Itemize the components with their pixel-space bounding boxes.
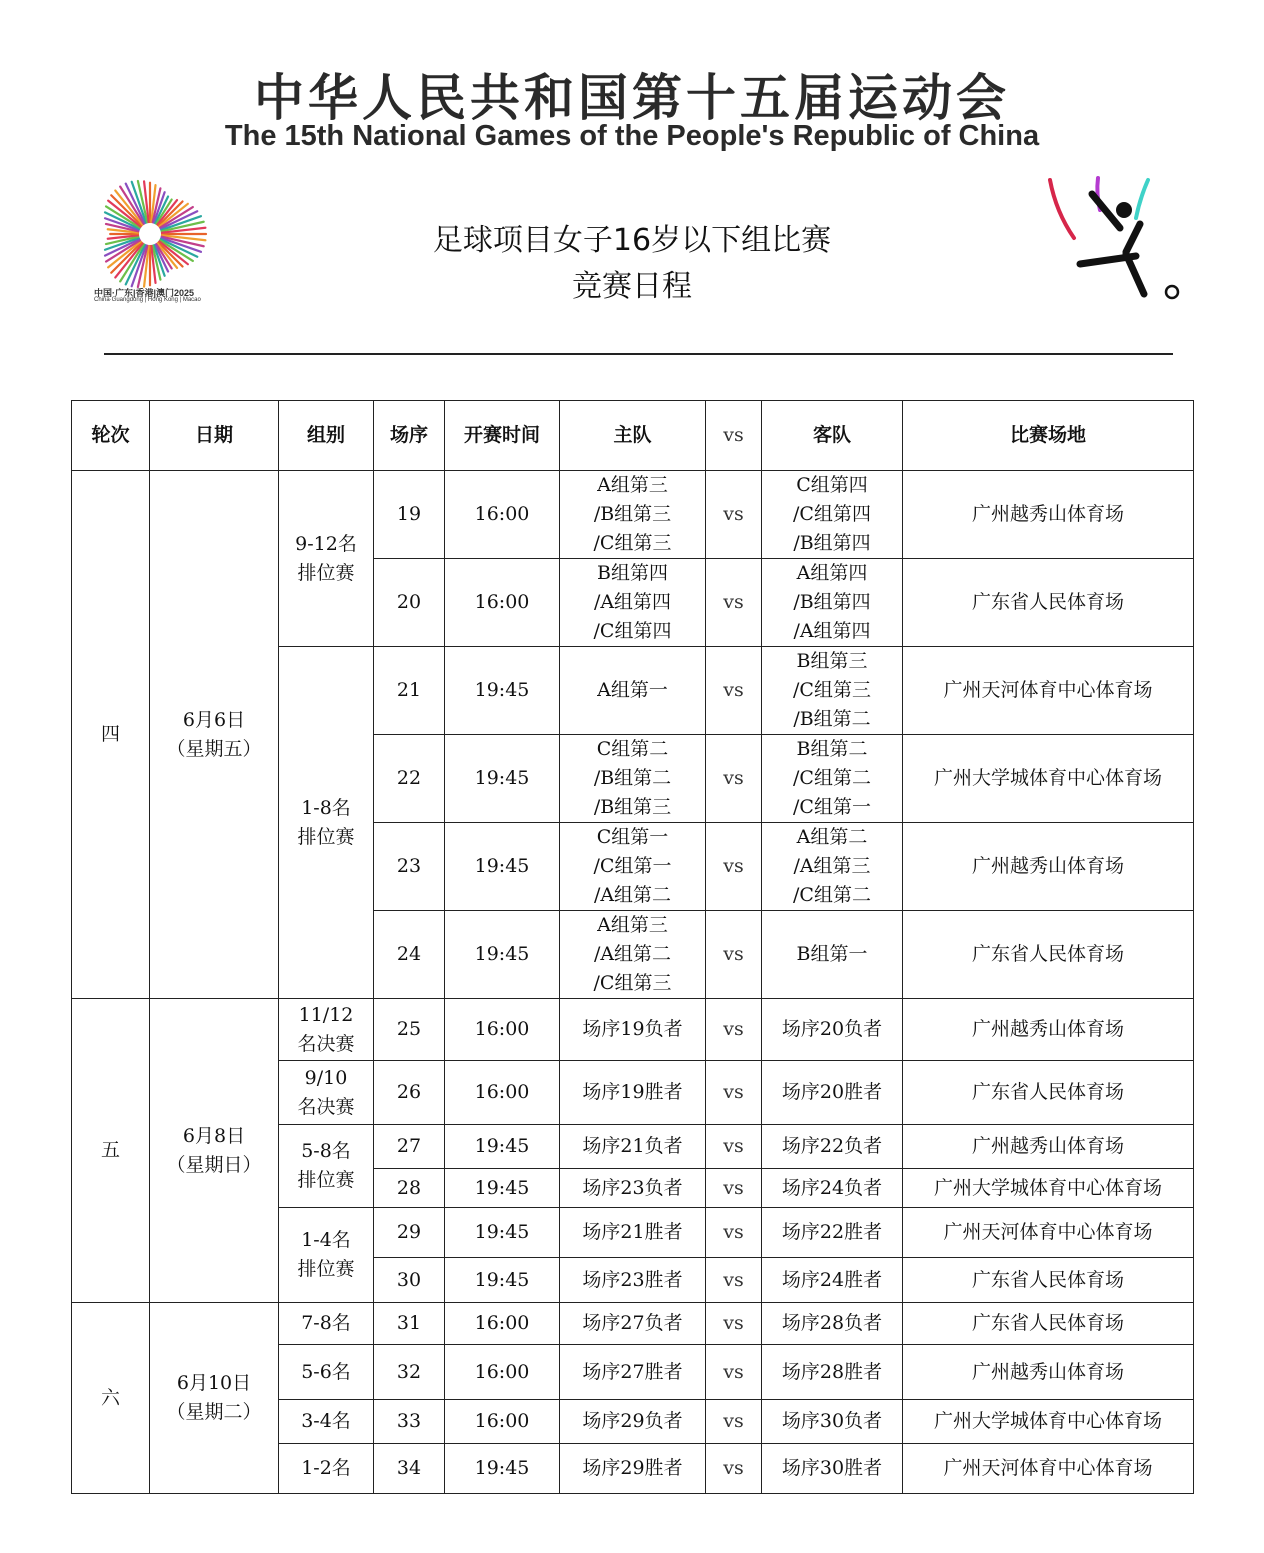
home-team-line: /C组第三 — [593, 532, 672, 554]
date-label: 6月6日 — [182, 708, 246, 731]
round-label: 四 — [100, 723, 120, 745]
vs-label: vs — [706, 1345, 762, 1400]
home-team — [560, 911, 706, 999]
kickoff-time: 19:45 — [445, 1169, 560, 1208]
away-team-line: /C组第四 — [793, 503, 871, 525]
away-team — [762, 1169, 903, 1208]
date-cell — [150, 1303, 279, 1494]
vs-label: vs — [706, 1444, 762, 1494]
table-row — [72, 1303, 1194, 1345]
document-title: 竞赛日程 — [572, 269, 692, 304]
home-team — [560, 1061, 706, 1125]
home-team — [560, 1208, 706, 1258]
group-cell — [279, 647, 374, 999]
kickoff-time: 19:45 — [445, 735, 560, 823]
group-cell — [279, 1303, 374, 1345]
kickoff-time: 16:00 — [445, 999, 560, 1061]
group-cell — [279, 1345, 374, 1400]
group-label: 1-8名 — [301, 796, 351, 819]
away-team-line: /A组第三 — [793, 855, 871, 877]
home-team-line: A组第三 — [597, 914, 668, 936]
vs-label: vs — [706, 1208, 762, 1258]
away-team-line: A组第二 — [796, 826, 868, 848]
away-team-line: C组第四 — [796, 474, 868, 496]
group-label: 排位赛 — [297, 1169, 355, 1191]
venue: 广州越秀山体育场 — [903, 999, 1194, 1061]
group-cell — [279, 1444, 374, 1494]
weekday-label: （星期五） — [166, 737, 262, 760]
match-number: 27 — [374, 1125, 445, 1169]
venue: 广州天河体育中心体育场 — [903, 1444, 1194, 1494]
divider-rule — [104, 353, 1173, 355]
away-team — [762, 1125, 903, 1169]
group-label: 1-2名 — [301, 1457, 351, 1479]
vs-label: vs — [706, 1400, 762, 1444]
kickoff-time: 19:45 — [445, 1444, 560, 1494]
home-team-line: /C组第三 — [593, 972, 672, 994]
away-team-line: 场序24胜者 — [781, 1268, 883, 1291]
away-team — [762, 471, 903, 559]
kickoff-time: 19:45 — [445, 1208, 560, 1258]
venue: 广州天河体育中心体育场 — [903, 647, 1194, 735]
group-label: 排位赛 — [297, 825, 355, 848]
home-team — [560, 559, 706, 647]
round-cell — [72, 1303, 150, 1494]
home-team-line: B组第四 — [597, 562, 668, 584]
away-team — [762, 1444, 903, 1494]
home-team — [560, 1345, 706, 1400]
home-team-line: /A组第二 — [593, 943, 672, 965]
home-team-line: /C组第四 — [593, 620, 672, 642]
home-team-line: /A组第四 — [593, 591, 672, 613]
date-cell — [150, 999, 279, 1303]
away-team — [762, 999, 903, 1061]
weekday-label: （星期二） — [166, 1401, 262, 1423]
vs-label: vs — [706, 735, 762, 823]
away-team — [762, 823, 903, 911]
home-team-line: 场序23负者 — [582, 1176, 683, 1199]
kickoff-time: 19:45 — [445, 1258, 560, 1303]
home-team — [560, 999, 706, 1061]
kickoff-time: 16:00 — [445, 559, 560, 647]
table-row — [72, 999, 1194, 1061]
round-cell — [72, 471, 150, 999]
home-team-line: 场序21负者 — [582, 1135, 683, 1157]
col-header-venue: 比赛场地 — [903, 401, 1194, 471]
away-team-line: 场序24负者 — [781, 1176, 883, 1199]
round-label: 六 — [100, 1386, 120, 1409]
group-label: 9-12名 — [295, 532, 357, 555]
group-label: 排位赛 — [297, 1258, 355, 1280]
match-number: 29 — [374, 1208, 445, 1258]
round-cell — [72, 999, 150, 1303]
home-team — [560, 647, 706, 735]
vs-label: vs — [706, 1258, 762, 1303]
away-team-line: 场序22负者 — [781, 1135, 883, 1157]
home-team — [560, 1400, 706, 1444]
away-team — [762, 1303, 903, 1345]
vs-label: vs — [706, 1061, 762, 1125]
vs-label: vs — [706, 559, 762, 647]
away-team-line: B组第二 — [796, 738, 868, 760]
kickoff-time: 19:45 — [445, 823, 560, 911]
vs-label: vs — [706, 471, 762, 559]
vs-label: vs — [706, 647, 762, 735]
group-cell — [279, 471, 374, 647]
away-team-line: /C组第二 — [793, 767, 871, 789]
away-team-line: /C组第一 — [793, 796, 871, 818]
kickoff-time: 16:00 — [445, 1345, 560, 1400]
away-team-line: B组第三 — [796, 650, 868, 672]
home-team-line: 场序23胜者 — [582, 1268, 683, 1291]
weekday-label: （星期日） — [166, 1153, 262, 1176]
group-cell — [279, 999, 374, 1061]
kickoff-time: 16:00 — [445, 1400, 560, 1444]
away-team-line: 场序30胜者 — [781, 1457, 883, 1479]
home-team-line: 场序29负者 — [582, 1410, 683, 1432]
home-team-line: /A组第二 — [593, 884, 672, 906]
vs-label: vs — [706, 999, 762, 1061]
group-label: 3-4名 — [301, 1410, 351, 1432]
match-number: 24 — [374, 911, 445, 999]
event-title: 足球项目女子16岁以下组比赛 — [432, 223, 832, 258]
match-number: 31 — [374, 1303, 445, 1345]
venue: 广东省人民体育场 — [903, 1258, 1194, 1303]
group-cell — [279, 1125, 374, 1208]
away-team — [762, 1345, 903, 1400]
home-team — [560, 823, 706, 911]
away-team-line: /B组第四 — [793, 532, 871, 554]
away-team-line: /B组第四 — [793, 591, 871, 613]
match-number: 19 — [374, 471, 445, 559]
away-team — [762, 735, 903, 823]
match-number: 34 — [374, 1444, 445, 1494]
group-label: 11/12 — [298, 1003, 354, 1026]
away-team-line: 场序28负者 — [781, 1312, 883, 1334]
round-label: 五 — [100, 1139, 120, 1161]
col-header-kickoff: 开赛时间 — [445, 401, 560, 471]
vs-label: vs — [706, 1125, 762, 1169]
table-row — [72, 471, 1194, 559]
venue: 广东省人民体育场 — [903, 559, 1194, 647]
group-cell — [279, 1400, 374, 1444]
venue: 广东省人民体育场 — [903, 1061, 1194, 1125]
col-header-home: 主队 — [560, 401, 706, 471]
games-title-en: The 15th National Games of the People's Republic of China — [224, 120, 1040, 152]
kickoff-time: 19:45 — [445, 911, 560, 999]
group-label: 名决赛 — [297, 1095, 355, 1118]
match-number: 32 — [374, 1345, 445, 1400]
home-team — [560, 1169, 706, 1208]
match-number: 21 — [374, 647, 445, 735]
away-team-line: 场序30负者 — [781, 1410, 883, 1432]
match-number: 23 — [374, 823, 445, 911]
kickoff-time: 16:00 — [445, 471, 560, 559]
home-team-line: 场序27胜者 — [582, 1360, 683, 1383]
away-team — [762, 1400, 903, 1444]
away-team — [762, 1258, 903, 1303]
group-label: 1-4名 — [301, 1229, 351, 1251]
kickoff-time: 19:45 — [445, 1125, 560, 1169]
group-label: 5-6名 — [301, 1360, 351, 1383]
venue: 广州大学城体育中心体育场 — [903, 1169, 1194, 1208]
vs-label: vs — [706, 823, 762, 911]
away-team-line: /B组第二 — [793, 708, 871, 730]
away-team — [762, 911, 903, 999]
away-team — [762, 1208, 903, 1258]
home-team-line: 场序19胜者 — [582, 1081, 683, 1103]
col-header-vs: vs — [706, 401, 762, 471]
away-team-line: B组第一 — [796, 943, 868, 965]
group-cell — [279, 1208, 374, 1303]
col-header-away: 客队 — [762, 401, 903, 471]
venue: 广州越秀山体育场 — [903, 471, 1194, 559]
match-number: 20 — [374, 559, 445, 647]
match-number: 22 — [374, 735, 445, 823]
home-team-line: C组第一 — [596, 826, 669, 848]
home-team — [560, 735, 706, 823]
venue: 广州天河体育中心体育场 — [903, 1208, 1194, 1258]
away-team-line: 场序28胜者 — [781, 1360, 883, 1383]
venue: 广东省人民体育场 — [903, 911, 1194, 999]
home-team-line: 场序29胜者 — [582, 1457, 683, 1479]
group-label: 名决赛 — [297, 1032, 355, 1055]
group-label: 7-8名 — [301, 1312, 351, 1334]
match-number: 30 — [374, 1258, 445, 1303]
away-team — [762, 559, 903, 647]
group-label: 9/10 — [304, 1066, 348, 1089]
venue: 广州越秀山体育场 — [903, 823, 1194, 911]
home-team-line: 场序21胜者 — [582, 1221, 683, 1243]
home-team — [560, 471, 706, 559]
col-header-date: 日期 — [150, 401, 279, 471]
home-team-line: A组第一 — [597, 679, 668, 701]
table-header-row — [72, 401, 1194, 471]
home-team-line: /C组第一 — [593, 855, 672, 877]
venue: 广州大学城体育中心体育场 — [903, 735, 1194, 823]
home-team-line: 场序27负者 — [582, 1312, 683, 1334]
away-team-line: /C组第三 — [793, 679, 871, 701]
group-cell — [279, 1061, 374, 1125]
games-title-cn: 中华人民共和国第十五届运动会 — [254, 69, 1010, 127]
home-team-line: A组第三 — [597, 474, 668, 496]
date-cell — [150, 471, 279, 999]
home-team — [560, 1125, 706, 1169]
col-header-match-no: 场序 — [374, 401, 445, 471]
home-team — [560, 1444, 706, 1494]
date-label: 6月10日 — [176, 1372, 252, 1394]
away-team-line: 场序22胜者 — [781, 1221, 883, 1243]
venue: 广东省人民体育场 — [903, 1303, 1194, 1345]
home-team — [560, 1303, 706, 1345]
kickoff-time: 19:45 — [445, 647, 560, 735]
schedule-table — [71, 400, 1194, 1494]
home-team-line: C组第二 — [596, 738, 669, 760]
col-header-round: 轮次 — [72, 401, 150, 471]
emblem-caption-en: China·Guangdong | Hong Kong | Macao — [94, 297, 201, 303]
home-team-line: /B组第三 — [593, 796, 672, 818]
match-number: 26 — [374, 1061, 445, 1125]
away-team-line: 场序20负者 — [781, 1018, 883, 1040]
venue: 广州大学城体育中心体育场 — [903, 1400, 1194, 1444]
away-team — [762, 647, 903, 735]
vs-label: vs — [706, 1169, 762, 1208]
away-team-line: A组第四 — [796, 562, 868, 584]
vs-label: vs — [706, 911, 762, 999]
group-label: 5-8名 — [301, 1140, 351, 1162]
away-team — [762, 1061, 903, 1125]
away-team-line: 场序20胜者 — [781, 1081, 883, 1103]
away-team-line: /A组第四 — [793, 620, 871, 642]
match-number: 28 — [374, 1169, 445, 1208]
emblem-caption: 中国·广东|香港|澳门2025 — [94, 288, 195, 298]
col-header-group: 组别 — [279, 401, 374, 471]
away-team-line: /C组第二 — [793, 884, 871, 906]
match-number: 33 — [374, 1400, 445, 1444]
kickoff-time: 16:00 — [445, 1303, 560, 1345]
venue: 广州越秀山体育场 — [903, 1345, 1194, 1400]
group-label: 排位赛 — [297, 561, 355, 584]
date-label: 6月8日 — [182, 1124, 246, 1147]
home-team-line: /B组第三 — [593, 503, 672, 525]
home-team — [560, 1258, 706, 1303]
home-team-line: 场序19负者 — [582, 1018, 683, 1040]
vs-label: vs — [706, 1303, 762, 1345]
kickoff-time: 16:00 — [445, 1061, 560, 1125]
venue: 广州越秀山体育场 — [903, 1125, 1194, 1169]
home-team-line: /B组第二 — [593, 767, 672, 789]
match-number: 25 — [374, 999, 445, 1061]
